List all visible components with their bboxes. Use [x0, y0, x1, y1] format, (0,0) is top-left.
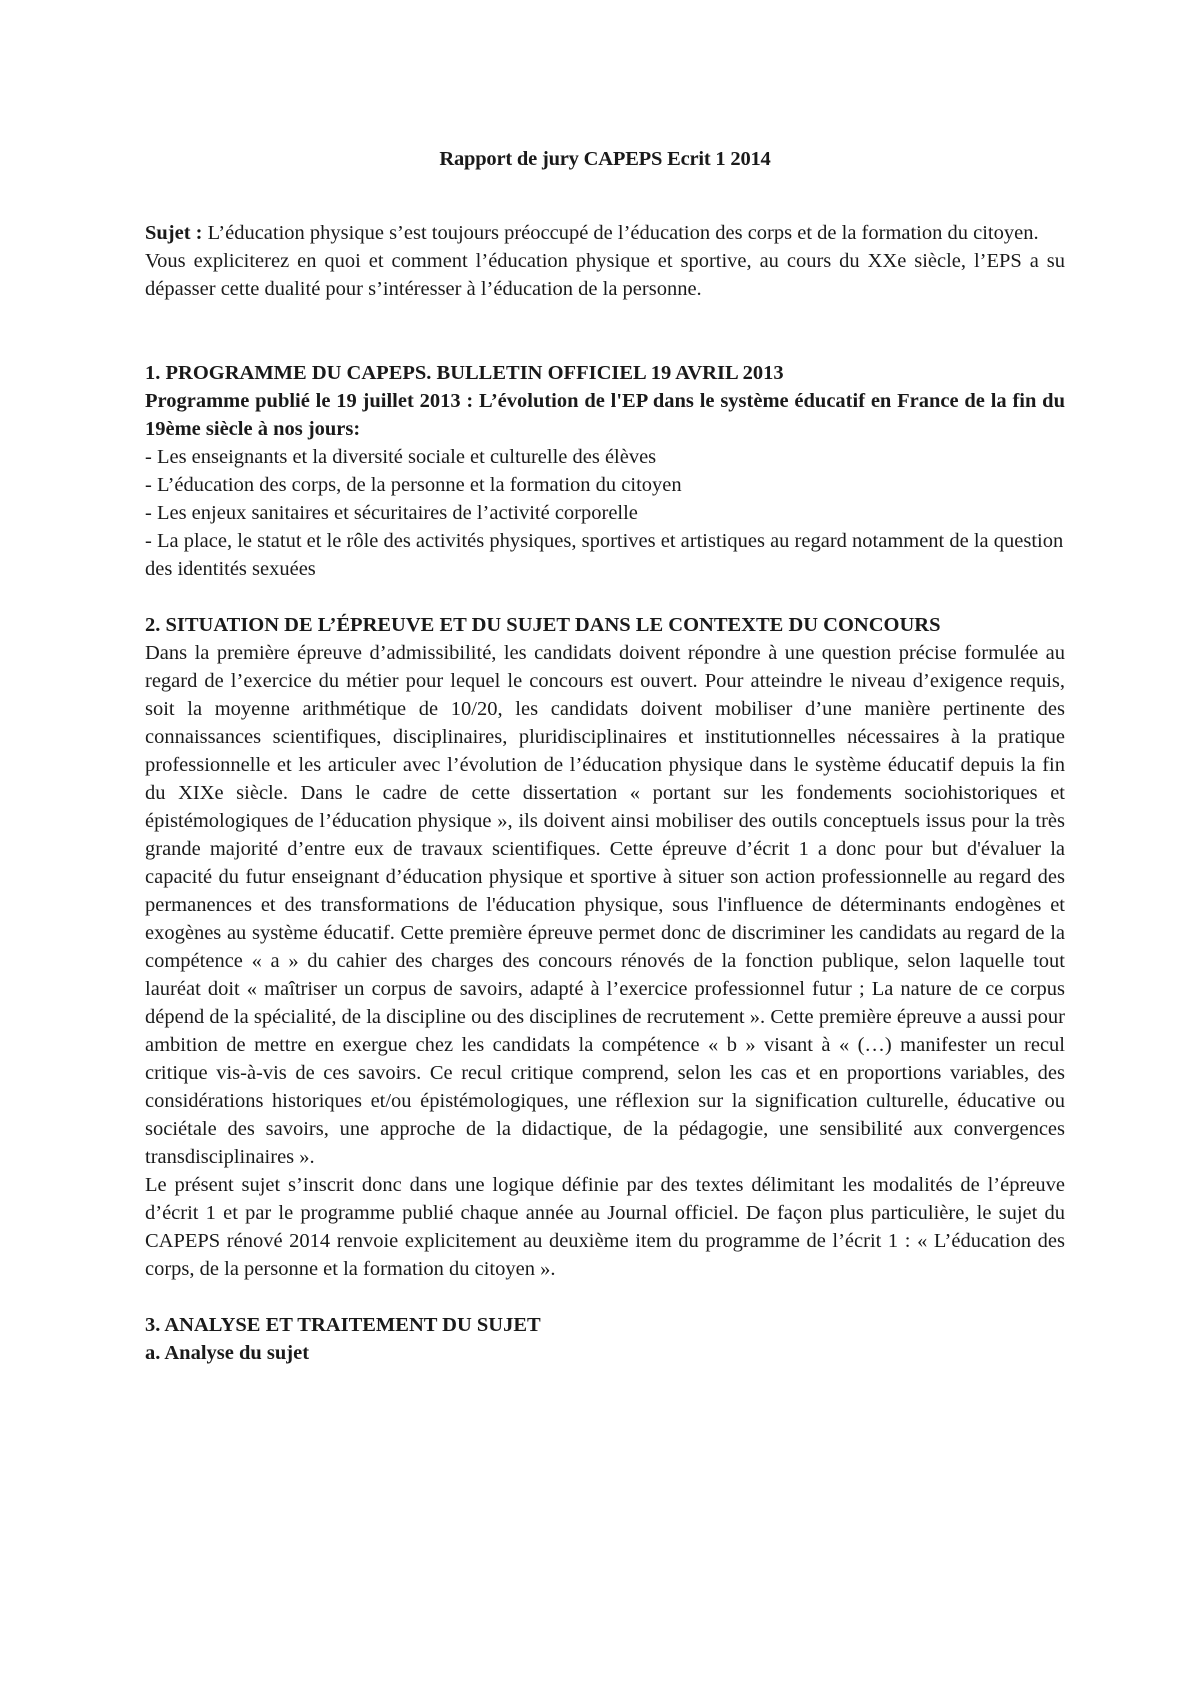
- section-analyse: [145, 1311, 1065, 1367]
- section-2-paragraph-1: Dans la première épreuve d’admissibilité, les candidats doivent répondre à une question précise formulée au regard de l’exercice du métier pour lequel le concours est ouvert. Pour atteindre le niveau d’exigence requis, soit la moyenne arithmétique de 10/20, les candidats doivent mobiliser d’une manière pertinente des connaissances scientifiques, disciplinaires, pluridisciplinaires et institutionnelles nécessaires à la pratique professionnelle et les articuler avec l’évolution de l’éducation physique dans le système éducatif depuis la fin du XIXe siècle. Dans le cadre de cette dissertation « portant sur les fondements sociohistoriques et épistémologiques de l’éducation physique », ils doivent ainsi mobiliser des outils conceptuels issus pour la très grande majorité d’entre eux de travaux scientifiques. Cette épreuve d’écrit 1 a donc pour but d'évaluer la capacité du futur enseignant d’éducation physique et sportive à situer son action professionnelle au regard des permanences et des transformations de l'éducation physique, sous l'influence de déterminants endogènes et exogènes au système éducatif. Cette première épreuve permet donc de discriminer les candidats au regard de la compétence « a » du cahier des charges des concours rénovés de la fonction publique, selon laquelle tout lauréat doit « maîtriser un corpus de savoirs, adapté à l’exercice professionnel futur ; La nature de ce corpus dépend de la spécialité, de la discipline ou des disciplines de recrutement ». Cette première épreuve a aussi pour ambition de mettre en exergue chez les candidats la compétence « b » visant à « (…) manifester un recul critique vis-à-vis de ces savoirs. Ce recul critique comprend, selon les cas et en proportions variables, des considérations historiques et/ou épistémologiques, une réflexion sur la signification culturelle, éducative ou sociétale des savoirs, une approche de la didactique, de la pédagogie, une sensibilité aux convergences transdisciplinaires ».: [145, 642, 1065, 1168]
- list-item: - Les enseignants et la diversité sociale et culturelle des élèves: [145, 446, 657, 468]
- section-3-heading: 3. ANALYSE ET TRAITEMENT DU SUJET: [145, 1314, 541, 1336]
- section-2-paragraph-2: Le présent sujet s’inscrit donc dans une logique définie par des textes délimitant les modalités de l’épreuve d’écrit 1 et par le programme publié chaque année au Journal officiel. De façon plus particulière, le sujet du CAPEPS rénové 2014 renvoie explicitement au deuxième item du programme de l’écrit 1 : « L’éducation des corps, de la personne et la formation du citoyen ».: [145, 1174, 1065, 1280]
- section-1-heading: 1. PROGRAMME DU CAPEPS. BULLETIN OFFICIEL 19 AVRIL 2013: [145, 362, 784, 384]
- subject-text-1: L’éducation physique s’est toujours préoccupé de l’éducation des corps et de la formation du citoyen.: [207, 222, 1039, 244]
- section-1-subheading: Programme publié le 19 juillet 2013 : L’évolution de l'EP dans le système éducatif en France de la fin du 19ème siècle à nos jours:: [145, 390, 1065, 440]
- section-situation: [145, 611, 1065, 1283]
- section-programme: [145, 359, 1065, 583]
- document-page: [145, 145, 1065, 1395]
- subject-block: [145, 219, 1065, 303]
- list-item: - L’éducation des corps, de la personne et la formation du citoyen: [145, 474, 682, 496]
- document-title: Rapport de jury CAPEPS Ecrit 1 2014: [439, 148, 771, 170]
- section-2-heading: 2. SITUATION DE L’ÉPREUVE ET DU SUJET DANS LE CONTEXTE DU CONCOURS: [145, 614, 941, 636]
- subject-line-2: Vous expliciterez en quoi et comment l’éducation physique et sportive, au cours du XXe siècle, l’EPS a su dépasser cette dualité pour s’intéresser à l’éducation de la personne.: [145, 250, 1065, 300]
- subject-line-1: [145, 219, 1065, 247]
- section-3-subheading: a. Analyse du sujet: [145, 1342, 310, 1364]
- list-item: - La place, le statut et le rôle des activités physiques, sportives et artistiques au regard notamment de la question des identités sexuées: [145, 530, 1064, 580]
- list-item: - Les enjeux sanitaires et sécuritaires de l’activité corporelle: [145, 502, 638, 524]
- subject-label: Sujet :: [145, 222, 203, 244]
